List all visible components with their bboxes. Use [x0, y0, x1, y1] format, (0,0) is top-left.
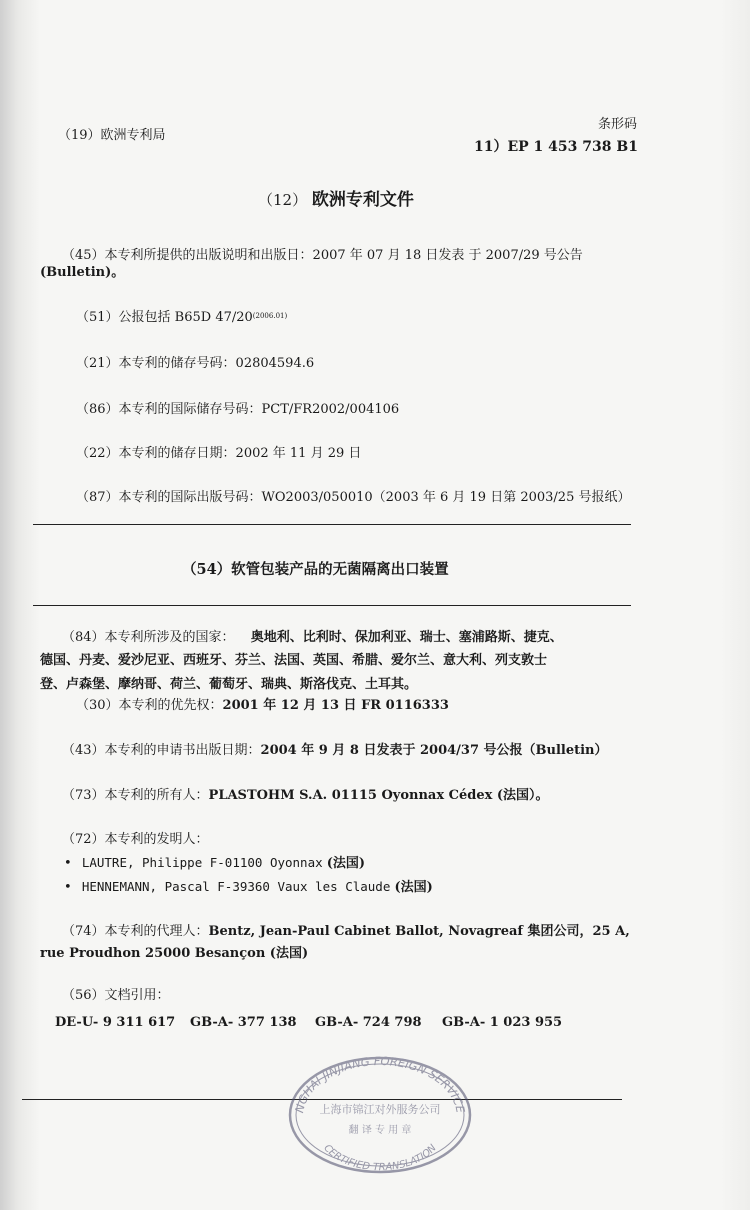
field-30-label: （30）本专利的优先权：: [76, 698, 223, 713]
citation: GB-A- 724 798: [315, 1015, 422, 1030]
stamp-mid-text: 上海市锦江对外服务公司: [319, 1103, 441, 1116]
field-84-line1: [62, 630, 563, 646]
inventor-item: [64, 879, 433, 896]
stamp-top-text: NGHAI JINJIANG FOREIGN SERVICE: [292, 1055, 468, 1115]
certified-translation-stamp: [285, 1055, 475, 1175]
pub-prefix: 11）: [474, 139, 508, 155]
doc-code: （12）: [258, 191, 308, 209]
field-73-label: （73）本专利的所有人：: [62, 788, 209, 803]
barcode-label: 条形码: [598, 117, 638, 132]
field-74-label: （74）本专利的代理人：: [62, 924, 209, 939]
inventor-country: (法国): [326, 856, 366, 871]
inventor-name: LAUTRE, Philippe F-01100 Oyonnax: [81, 855, 323, 870]
field-43-value: 2004 年 9 月 8 日发表于 2004/37 号公报（Bulletin）: [260, 743, 608, 758]
inventor-country: (法国): [394, 880, 433, 895]
field-84-countries-3: 登、卢森堡、摩纳哥、荷兰、葡萄牙、瑞典、斯洛伐克、土耳其。: [40, 677, 418, 692]
citation: DE-U- 9 311 617: [55, 1015, 176, 1030]
inventor-item: [64, 855, 365, 872]
inventor-bullet: •: [64, 880, 72, 895]
field-86: （86）本专利的国际储存号码：PCT/FR2002/004106: [76, 402, 400, 417]
divider-bottom: [33, 605, 631, 606]
patent-office: （19）欧洲专利局: [58, 128, 166, 143]
field-30: [76, 698, 449, 714]
field-51-sup: (2006.01): [252, 312, 288, 320]
inventor-name: HENNEMANN, Pascal F-39360 Vaux les Claude: [81, 879, 391, 894]
field-84-countries-1: 奥地利、比利时、保加利亚、瑞士、塞浦路斯、捷克、: [250, 630, 563, 645]
field-43: [62, 743, 608, 759]
field-30-value: 2001 年 12 月 13 日 FR 0116333: [222, 698, 449, 713]
doc-title-text: 欧洲专利文件: [311, 190, 414, 210]
divider-top: [33, 524, 631, 525]
field-74-value-2: rue Proudhon 25000 Besançon (法国): [40, 946, 309, 961]
field-73-value: PLASTOHM S.A. 01115 Oyonnax Cédex (法国）。: [208, 788, 549, 803]
field-84-label: （84）本专利所涉及的国家：: [62, 630, 235, 645]
citation: GB-A- 377 138: [190, 1015, 297, 1030]
field-45-line1: （45）本专利所提供的出版说明和出版日：2007 年 07 月 18 日发表 于 2007/29 号公告: [62, 248, 583, 263]
field-73: [62, 788, 549, 804]
stamp-mid-text-2: 翻 译 专 用 章: [348, 1125, 412, 1136]
title-54: （54）软管包装产品的无菌隔离出口装置: [182, 561, 449, 578]
field-74-value-1: Bentz, Jean-Paul Cabinet Ballot, Novagreaf 集团公司，25 A,: [208, 924, 630, 939]
field-51: [76, 310, 287, 326]
field-43-label: （43）本专利的申请书出版日期：: [62, 743, 261, 758]
field-84-countries-2: 德国、丹麦、爱沙尼亚、西班牙、芬兰、法国、英国、希腊、爱尔兰、意大利、列支敦士: [40, 653, 548, 668]
stamp-bottom-text: CERTIFIED TRANSLATION: [321, 1142, 439, 1174]
field-45-line2: (Bulletin)。: [40, 265, 125, 280]
field-74-line1: [62, 924, 630, 940]
field-22: （22）本专利的储存日期：2002 年 11 月 29 日: [76, 446, 362, 461]
publication-number: [474, 139, 638, 155]
field-21: （21）本专利的储存号码：02804594.6: [76, 356, 315, 371]
pub-number: EP 1 453 738 B1: [507, 139, 638, 155]
citation: GB-A- 1 023 955: [442, 1015, 563, 1030]
field-51-text: （51）公报包括 B65D 47/20: [76, 310, 253, 325]
field-87: （87）本专利的国际出版号码：WO2003/050010（2003 年 6 月 19 日第 2003/25 号报纸）: [76, 490, 631, 505]
inventor-bullet: •: [64, 856, 72, 871]
document-title: [258, 190, 414, 210]
field-72-label: （72）本专利的发明人：: [62, 832, 209, 847]
field-56-label: （56）文档引用：: [62, 988, 170, 1003]
